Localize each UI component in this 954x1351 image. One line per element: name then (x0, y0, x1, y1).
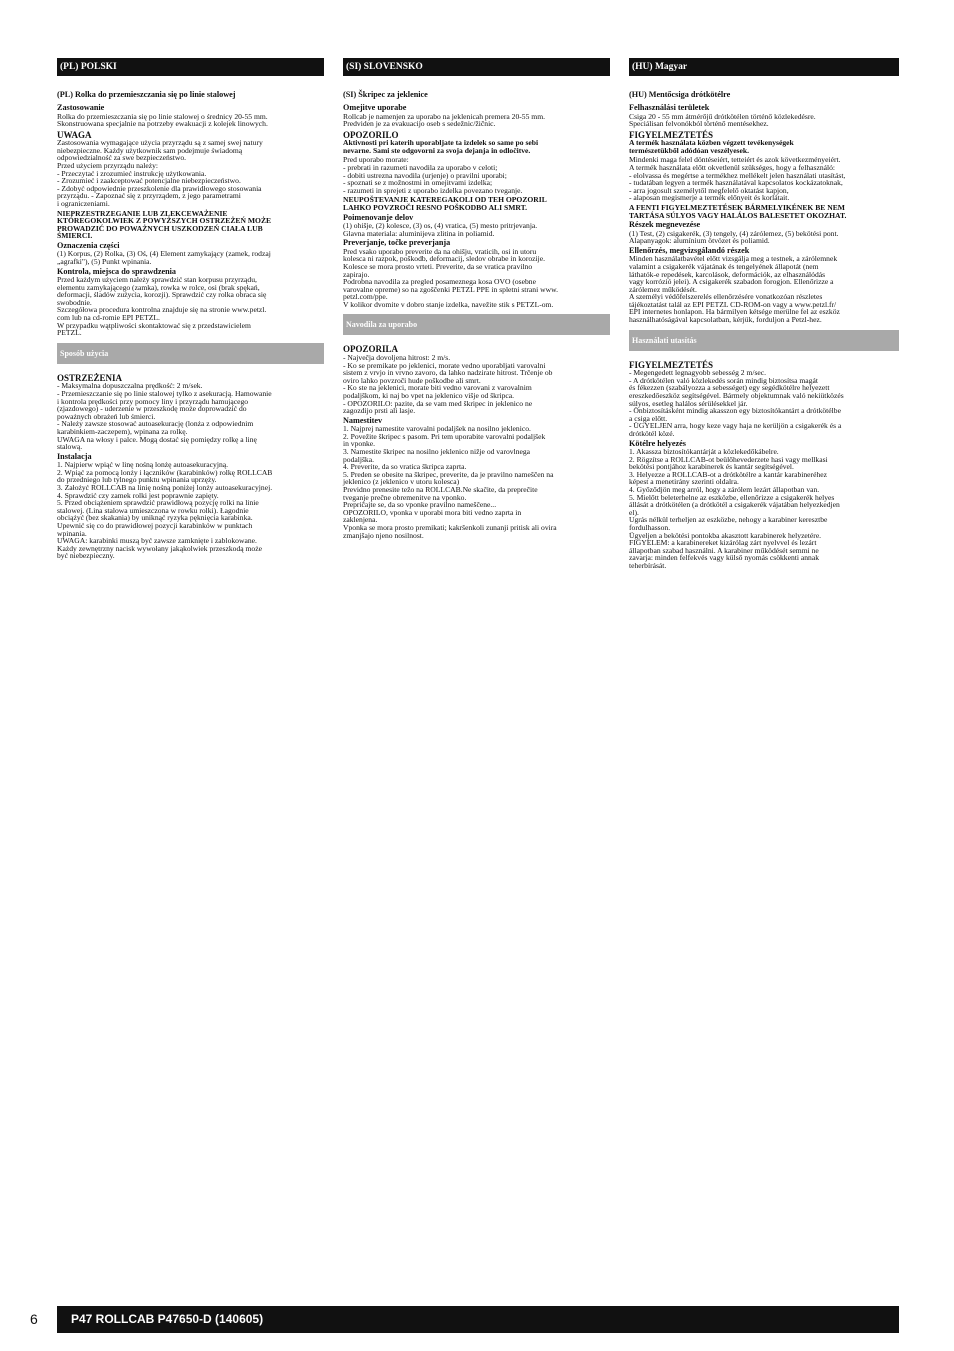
heading-namestitev: Namestitev (343, 415, 383, 425)
section-bar-sposob: Sposób użycia (57, 343, 324, 364)
column-slovensko (343, 58, 610, 541)
text-opozorila: - Največja dovoljena hitrost: 2 m/s. - Ko se premikate po jeklenici, morate vedno uporabljati varovalni sistem z vrvjo in vrvno zavoro, da lahko nadzirate hitrost. Trčenje ob ovirо lahko povzroči hude poškodbe ali smrt. - Ko ste na jeklenici, morate biti vedno varovani z varovalnim podaljškom, ki naj bo vpet na jeklenico višje od škripca. - OPOZORILO: pazite, da se vam med škripec in jeklenico ne zagozdijo prsti ali lasje. (343, 352, 553, 416)
column-magyar (629, 58, 899, 572)
heading-zastosowanie: Zastosowanie (57, 103, 105, 112)
heading-kotelre: Kötélre helyezés (629, 438, 686, 448)
heading-omejitve: Omejitve uporabe (343, 103, 407, 112)
text-preverjanje: Pred vsako uporabo preverite da na ohišju, vraticih, osi in utoru kolesca ni razpok, poškodb, deformacij, sledov obrabe in korozije. Kolesce se mora prosto vrteti. Preverite, da se vratica pravilno zapirajo. Podrobna navodila za pregled posameznega kosa OVO (osebne varovalne opreme) so na zgoščenki PETZL PPE in spletni strani www. petzl.com/ppe. V kolikor dvomite v dobro stanje izdelka, navežite stik s PETZL-om. (343, 246, 558, 309)
title-pl: (PL) Rolka do przemieszczania się po linie stalowej (57, 90, 236, 99)
text-kontrola: Przed każdym użyciem należy sprawdzić stan korpusu przyrządu, elementu zamykającego (zamka), rowka w rolce, osi (brak spękań, deformacji, śladów zużycia, korozji). Sprawdzić czy rolka obraca się swobodnie. Szczegółowa procedura kontrolna znajduje się na stronie www.petzl. com lub na cd-romie EPI PETZL. W przypadku wątpliwości skontaktować się z przedstawicielem PETZL. (57, 275, 267, 338)
page-number: 6 (30, 1311, 38, 1327)
heading-figyelmeztetes-2: FIGYELMEZTETÉS (629, 359, 714, 370)
heading-ellenorzes: Ellenőrzés, megvizsgálandó részek (629, 245, 750, 255)
heading-poimenovanje: Poimenovanje delov (343, 212, 414, 222)
text-reszek: (1) Test, (2) csigakerék, (3) tengely, (4) zárólemez, (5) bekötési pont. Alapanyagok: alumínium ötvözet és poliamid. (629, 228, 839, 246)
text-figyelmeztetes: Mindenki maga felel döntéseiért, tetteiért és azok következményeiért. A termék használata előtt okvetlenül szükséges, hogy a felhasználó: - elolvassa és megértse a termékhez mellékelt jelen használati utasítást, - tudatában legyen a termék használatával kapcsolatos kockázatoknak, - arra jogosult személytől megfelelő oktatást kapjon, - alaposan megismerje a termék előnyeit és korlátait. (629, 155, 846, 203)
text-uwaga: Zastosowania wymagające użycia przyrządu są z samej swej natury niebezpieczne. Każdy użytkownik sam podejmuje świadomą odpowiedzialność za swe bezpieczeństwo. Przed użyciem przyrządu należy: - Przeczytać i zrozumieć instrukcję użytkowania. - Zrozumieć i zaakceptować potencjalne niebezpieczeństwo. - Zdobyć odpowiednie przeszkolenie dla prawidłowego stosowania przyrządu. - Zapoznać się z przyrządem, z jego parametrami i ograniczeniami. (57, 138, 263, 208)
title-si: (SI) Škripec za jeklenice (343, 90, 428, 99)
text-figyelmeztetes-bold: A termék használata közben végzett tevékenységek természetükből adódóan veszélyesek. (629, 138, 794, 155)
text-kotelre: 1. Akassza biztosítókantárját a közlekedőkábelre. 2. Rögzítse a ROLLCAB-ot beülőhevederzete hasi vagy mellkasi bekötési pontjához karabinerek és kantár segítségével. 3. Helyezze a ROLLCAB-ot a drótkötélre a kantár karabineréhez képest a menetirány szerinti oldalra. 4. Győződjön meg arról, hogy a zárólem lezárt állapotban van. 5. Mielőtt beleterhelne az eszközbe, ellenőrizze a csigakerék helyes állását a drótkötélen (a drótkötél a csigakerék vájatában helyezkedjen el). Ugrás nélkül terheljen az eszközbe, nehogy a karabiner keresztbe fordulhasson. Ügyeljen a bekötési pontokba akasztott karabinerek helyzetére. FIGYELEM: a karabinereket kizárólag zárt nyelvvel és lezárt állapotban szabad használni. A karabiner működését semmi ne zavarja: minden felfekvés vagy külső nyomás csökkenti annak teherbírását. (629, 447, 840, 570)
heading-opozorilo: OPOZORILO (343, 129, 399, 140)
section-bar-navodila: Navodila za uporabo (343, 314, 610, 335)
text-felhasznalasi: Csiga 20 - 55 mm átmérőjű drótkötélen történő közlekedésre. Speciálisan felvonókból történő mentésekhez. (629, 111, 816, 129)
text-opozorilo-bold-2: NEUPOŠTEVANJE KATEREGAKOLI OD TEH OPOZORIL LAHKO POVZROČI RESNO POŠKODBO ALI SMRT. (343, 195, 547, 212)
footer-doc-ref: P47 ROLLCAB P47650-D (140605) (57, 1306, 899, 1333)
heading-uwaga: UWAGA (57, 129, 92, 140)
text-ostrzezenia: - Maksymalna dopuszczalna prędkość: 2 m/sek. - Przemieszczanie się po linie stalowej tylko z asekuracją. Hamowanie i kontrola prędkości przy pomocy liny i przyrządu hamującego (zjazdowego) - uderzenie w przeszkodę może doprowadzić do poważnych obrażeń lub śmierci. - Należy zawsze stosować autoasekurację (lonża z odpowiednim karabinkiem-zaczepem), wpinana za rolkę. UWAGA na włosy i palce. Mogą dostać się pomiędzy rolkę a linę stalową. (57, 381, 272, 452)
heading-felhasznalasi: Felhasználási területek (629, 103, 710, 112)
text-opozorilo-bold: Aktivnosti pri katerih uporabljate ta izdelek so same po sebi nevarne. Sami ste odgovorni za svoja dejanja in odločitve. (343, 138, 539, 155)
text-oznaczenia: (1) Korpus, (2) Rolka, (3) Oś, (4) Element zamykający (zamek, rodzaj „agrafki"), (5) Punkt wpinania. (57, 249, 271, 266)
text-zastosowanie: Rolka do przemieszczania się po linie stalowej o średnicy 20-55 mm. Skonstruowana specjalnie na potrzeby ewakuacji z kolejek linowych. (57, 111, 268, 129)
text-poimenovanje: (1) ohišje, (2) kolesce, (3) os, (4) vratica, (5) mesto pritrjevanja. Glavna materiala: aluminijeva zlitina in poliamid. (343, 221, 538, 238)
text-namestitev: 1. Najprej namestite varovalni podaljšek na nosilno jeklenico. 2. Povežite škripec s pasom. Pri tem uporabite varovalni podaljšek in vponke. 3. Namestite škripec na nosilno jeklenico nižje od varovlnega podaljška. 4. Preverite, da so vratica škripca zaprta. 5. Preden se obesite na škripec, preverite, da je pravilno nameščen na jeklenico (z jeklenico v utoru kolesca) Previdno prenesite težo na ROLLCAB.Ne skačite, da preprečite tveganje prečne obremenitve na vponko. Prepričajte se, da so vponke pravilno nameščene... OPOZORILO, vponka v uporabi mora biti vedno zaprta in zaklenjena. Vponka se mora prosto premikati; kakršenkoli zunanji pritisk ali ovira zmanjšajo njeno nosilnost. (343, 424, 557, 540)
text-uwaga-bold: NIEPRZESTRZEGANIE LUB ZLEKCEWAŻENIE KTÓREGOKOLWIEK Z POWYŻSZYCH OSTRZEŻEŃ MOŻE PROWADZIĆ DO POWAŻNYCH USZKODZEŃ CIAŁA LUB ŚMIERCI. (57, 208, 272, 241)
column-polski (57, 58, 324, 562)
heading-oznaczenia: Oznaczenia części (57, 240, 120, 250)
section-bar-hasznalati: Használati utasítás (629, 330, 899, 351)
heading-kontrola: Kontrola, miejsca do sprawdzenia (57, 266, 177, 276)
section-header-si: (SI) SLOVENSKO (343, 58, 610, 76)
heading-opozorila: OPOZORILA (343, 344, 399, 355)
section-header-hu: (HU) Magyar (629, 58, 899, 76)
heading-figyelmeztetes: FIGYELMEZTETÉS (629, 129, 714, 140)
text-ellenorzes: Minden használatbavétel előtt vizsgálja meg a testnek, a zárólemnek valamint a csigakerék vájatának és tengelyének állapotát (nem láthatók-e repedések, karcolások, deformációk, az elhasználódás vagy korrózió jelei). A csigakerék szabadon forogjon. Ellenőrizze a zárólemez működését. A személyi védőfelszerelés ellenőrzésére vonatkozóan részletes tájékoztatást talál az EPI PETZL CD-ROM-on vagy a www.petzl.fr/ EPI internetes honlapon. Ha bármilyen kétsége merülne fel az eszköz használhatóságával kapcsolatban, kérjük, forduljon a Petzl-hez. (629, 254, 840, 325)
heading-instalacja: Instalacja (57, 451, 92, 461)
text-omejitve: Rollcab je namenjen za uporabo na jeklenicah premera 20-55 mm. Predviden je za evakuacijo oseb s sedežnic/žičnic. (343, 111, 545, 129)
text-figyelmeztetes-bold-2: A FENTI FIGYELMEZTETÉSEK BÁRMELYIKÉNEK BE NEM TARTÁSA SÚLYOS VAGY HALÁLOS BALESETET OKOZHAT. (629, 202, 847, 220)
text-opozorilo: Pred uporabo morate: - prebrati in razumeti navodila za uporabo v celoti; - dobiti ustrezna navodila (urjenje) o pravilni uporabi; - spoznati se z možnostmi in omejitvami izdelka; - razumeti in sprejeti z uporabo izdelka povezano tveganje. (343, 155, 523, 195)
text-figyelmeztetes-2: - Megengedett legnagyobb sebesség 2 m/sec. - A drótkötélen való közlekedés során mindig biztosítsa magát és fékezzen (szabályozza a sebességet) egy segédkötélre helyezett ereszkedőeszköz segítségével. Bármely objektumnak való nekiütközés súlyos, esetleg halálos sérülésekkel jár. - Önbiztosításként mindig akasszon egy biztosítókantárt a drótkötélbe a csiga előtt. - ÜGYELJEN arra, hogy keze vagy haja ne kerüljön a csigakerék és a drótkötél közé. (629, 368, 844, 438)
title-hu: (HU) Mentőcsiga drótkötélre (629, 90, 731, 99)
text-instalacja: 1. Najpierw wpiąć w linę nośną lonżę autoasekuracyjną. 2. Wpiąć za pomocą lonży i łączników (karabinków) rolkę ROLLCAB do przedniego lub tylnego punktu wpinania uprzęży. 3. Założyć ROLLCAB na linię nośną poniżej lonży autoasekuracyjnej. 4. Sprawdzić czy zamek rolki jest poprawnie zapięty. 5. Przed obciążeniem sprawdzić prawidłową pozycję rolki na linie stalowej. (Lina stalowa umieszczona w rowku rolki). Łagodnie obciążyć (bez skakania) by uniknąć ryzyka pęknięcia karabinka. Upewnić się co do prawidłowej pozycji karabinków w punktach wpinania. UWAGA: karabinki muszą być zawsze zamknięte i zablokowane. Każdy zewnętrzny nacisk wywołany jakąkolwiek przeszkodą może być niebezpieczny. (57, 460, 273, 561)
heading-reszek: Részek megnevezése (629, 220, 701, 230)
heading-ostrzezenia: OSTRZEŻENIA (57, 372, 123, 383)
heading-preverjanje: Preverjanje, točke preverjanja (343, 238, 451, 248)
section-header-pl: (PL) POLSKI (57, 58, 324, 76)
